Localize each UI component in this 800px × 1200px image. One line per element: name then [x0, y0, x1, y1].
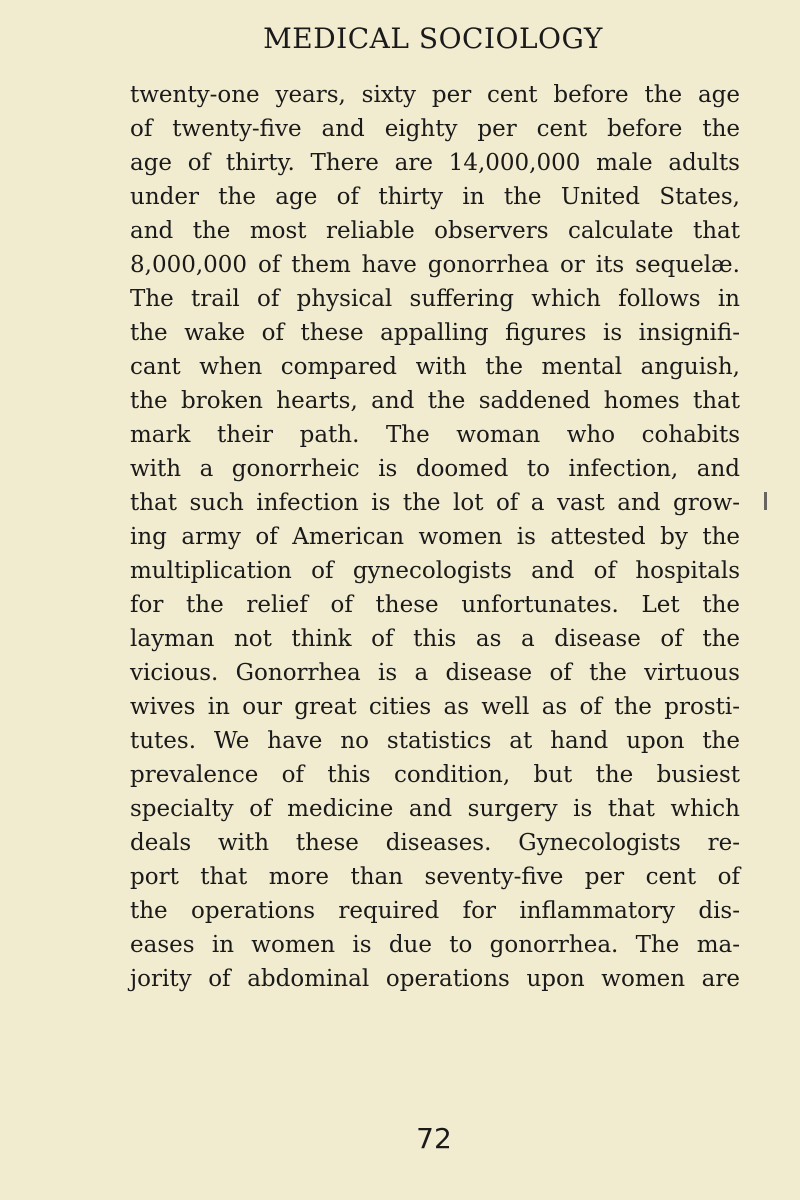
body-text — [130, 78, 740, 996]
text-line: The trail of physical suffering which follows in — [130, 286, 740, 312]
text-line: the wake of these appalling figures is insignifi- — [130, 320, 740, 346]
text-line: twenty-one years, sixty per cent before the age — [130, 82, 740, 108]
text-line: tutes. We have no statistics at hand upon the — [130, 728, 740, 754]
text-line: with a gonorrheic is doomed to infection, and — [130, 456, 740, 482]
text-line: specialty of medicine and surgery is that which — [130, 796, 740, 822]
text-line: cant when compared with the mental anguish, — [130, 354, 740, 380]
page-number: 72 — [416, 1122, 452, 1155]
text-line: layman not think of this as a disease of the — [130, 626, 740, 652]
text-line: under the age of thirty in the United States, — [130, 184, 740, 210]
running-head: MEDICAL SOCIOLOGY — [263, 22, 603, 55]
text-line: mark their path. The woman who cohabits — [130, 422, 740, 448]
paper-speck — [764, 492, 767, 510]
text-line: and the most reliable observers calculate that — [130, 218, 740, 244]
text-line: deals with these diseases. Gynecologists re- — [130, 830, 740, 856]
text-line: vicious. Gonorrhea is a disease of the virtuous — [130, 660, 740, 686]
text-line: prevalence of this condition, but the busiest — [130, 762, 740, 788]
text-line: eases in women is due to gonorrhea. The ma- — [130, 932, 740, 958]
text-line: ing army of American women is attested by the — [130, 524, 740, 550]
text-line: for the relief of these unfortunates. Let the — [130, 592, 740, 618]
text-line: port that more than seventy-five per cent of — [130, 864, 740, 890]
text-line: age of thirty. There are 14,000,000 male adults — [130, 150, 740, 176]
text-line: jority of abdominal operations upon women are — [130, 966, 740, 992]
text-line: 8,000,000 of them have gonorrhea or its sequelæ. — [130, 252, 740, 278]
text-line: the broken hearts, and the saddened homes that — [130, 388, 740, 414]
text-line: wives in our great cities as well as of the prosti- — [130, 694, 740, 720]
text-line: that such infection is the lot of a vast and grow- — [130, 490, 740, 516]
text-line: of twenty-five and eighty per cent before the — [130, 116, 740, 142]
text-line: multiplication of gynecologists and of hospitals — [130, 558, 740, 584]
text-line: the operations required for inflammatory dis- — [130, 898, 740, 924]
